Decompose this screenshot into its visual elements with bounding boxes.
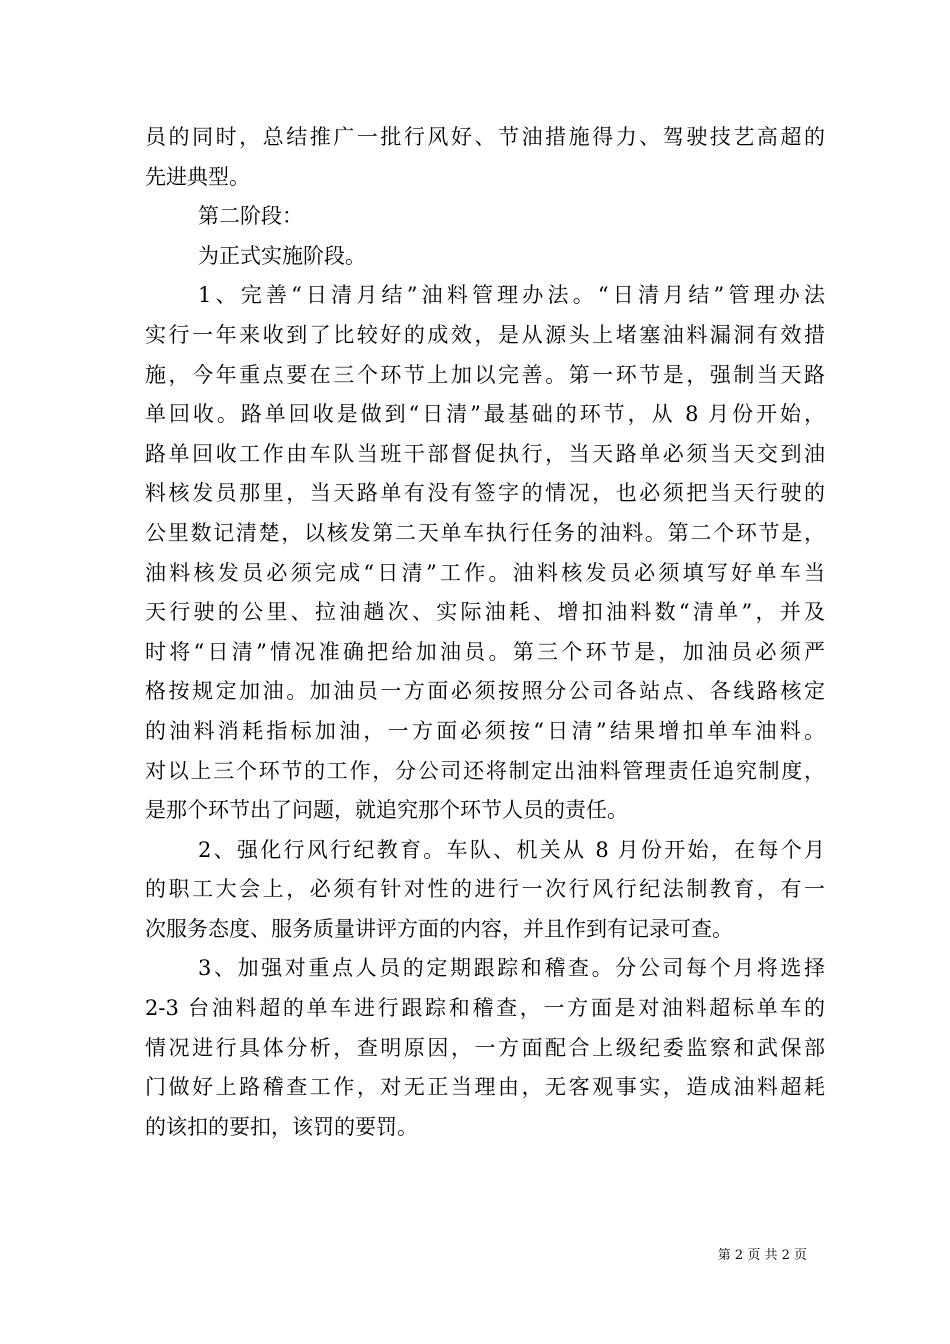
text-line: 2、强化行风行纪教育。车队、机关从 8 月份开始，在每个月 — [198, 837, 825, 862]
text-line: 公里数记清楚，以核发第二天单车执行任务的油料。第二个环节是， — [145, 520, 825, 545]
paragraph-item-1 — [145, 276, 825, 830]
text-line: 油料核发员必须完成“日清”工作。油料核发员必须填写好单车当 — [145, 560, 825, 585]
text-line: 实行一年来收到了比较好的成效，是从源头上堵塞油料漏洞有效措 — [145, 322, 825, 347]
text-line: 时将“日清”情况准确把给加油员。第三个环节是，加油员必须严 — [145, 639, 825, 664]
paragraph-continuation — [145, 118, 825, 197]
text-line: 格按规定加油。加油员一方面必须按照分公司各站点、各线路核定 — [145, 679, 825, 704]
text-line: 料核发员那里，当天路单有没有签字的情况，也必须把当天行驶的 — [145, 481, 825, 506]
text-line: 1、完善“日清月结”油料管理办法。“日清月结”管理办法 — [198, 283, 825, 308]
text-line: 天行驶的公里、拉油趟次、实际油耗、增扣油料数“清单”，并及 — [145, 600, 825, 625]
text-line: 员的同时，总结推广一批行风好、节油措施得力、驾驶技艺高超的 — [145, 125, 825, 149]
text-line: 次服务态度、服务质量讲评方面的内容，并且作到有记录可查。 — [145, 916, 733, 941]
paragraph-item-2 — [145, 831, 825, 950]
text-line: 2-3 台油料超的单车进行跟踪和稽查，一方面是对油料超标单车的 — [145, 996, 825, 1021]
text-line: 门做好上路稽查工作，对无正当理由，无客观事实，造成油料超耗 — [145, 1075, 825, 1100]
text-line: 第二阶段： — [198, 204, 303, 229]
text-line: 路单回收工作由车队当班干部督促执行，当天路单必须当天交到油 — [145, 441, 825, 466]
text-line: 是那个环节出了问题，就追究那个环节人员的责任。 — [145, 798, 628, 823]
text-line: 对以上三个环节的工作，分公司还将制定出油料管理责任追究制度， — [145, 758, 825, 783]
text-line: 的职工大会上，必须有针对性的进行一次行风行纪法制教育，有一 — [145, 877, 825, 902]
document-body — [145, 118, 825, 1147]
text-line: 先进典型。 — [145, 164, 250, 189]
text-line: 3、加强对重点人员的定期跟踪和稽查。分公司每个月将选择 — [198, 956, 825, 981]
text-line: 情况进行具体分析，查明原因，一方面配合上级纪委监察和武保部 — [145, 1035, 825, 1060]
text-line: 为正式实施阶段。 — [198, 243, 366, 268]
text-line: 的该扣的要扣，该罚的要罚。 — [145, 1114, 418, 1139]
text-line: 单回收。路单回收是做到“日清”最基础的环节，从 8 月份开始， — [145, 402, 825, 427]
page-number-footer: 第 2 页 共 2 页 — [717, 1248, 807, 1263]
paragraph-stage-description — [145, 237, 825, 277]
paragraph-item-3 — [145, 949, 825, 1147]
paragraph-stage-heading — [145, 197, 825, 237]
text-line: 施，今年重点要在三个环节上加以完善。第一环节是，强制当天路 — [145, 362, 825, 387]
text-line: 的油料消耗指标加油，一方面必须按“日清”结果增扣单车油料。 — [145, 718, 825, 743]
